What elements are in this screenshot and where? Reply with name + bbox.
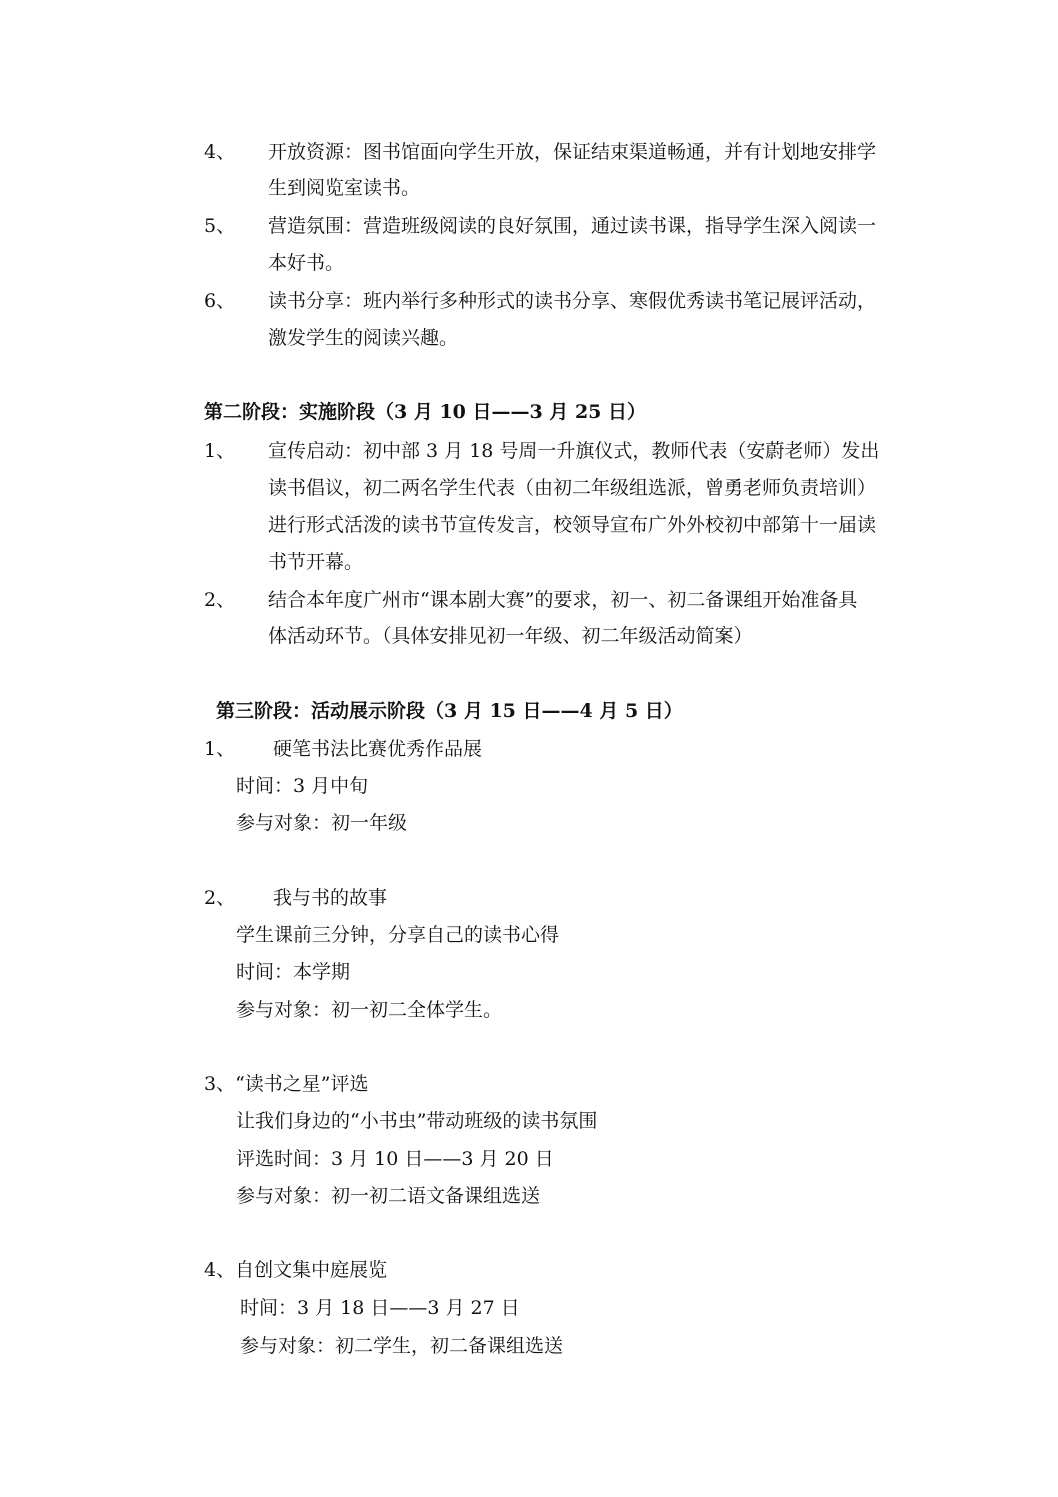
stage-3-heading: 第三阶段：活动展示阶段（3 月 15 日——4 月 5 日） xyxy=(216,700,683,722)
activity-2-participants: 参与对象：初一初二全体学生。 xyxy=(236,999,503,1021)
activity-1-time: 时间：3 月中旬 xyxy=(236,775,369,797)
activity-3-participants: 参与对象：初一初二语文备课组选送 xyxy=(236,1185,541,1207)
item-5-line-1: 营造氛围：营造班级阅读的良好氛围，通过读书课，指导学生深入阅读一 xyxy=(268,215,877,237)
item-4-line-1: 开放资源：图书馆面向学生开放，保证结束渠道畅通，并有计划地安排学 xyxy=(268,141,877,163)
activity-3-title: 3、“读书之星”评选 xyxy=(204,1073,369,1095)
activity-3-description: 让我们身边的“小书虫”带动班级的读书氛围 xyxy=(236,1110,598,1132)
stage-2-item-2-line-2: 体活动环节。（具体安排见初一年级、初二年级活动简案） xyxy=(268,625,753,647)
stage-2-heading: 第二阶段：实施阶段（3 月 10 日——3 月 25 日） xyxy=(204,401,647,423)
stage-2-item-1-number: 1、 xyxy=(204,440,236,462)
activity-4-participants: 参与对象：初二学生，初二备课组选送 xyxy=(240,1335,564,1357)
stage-2-item-1-line-1: 宣传启动：初中部 3 月 18 号周一升旗仪式，教师代表（安蔚老师）发出 xyxy=(268,440,880,462)
item-5-line-2: 本好书。 xyxy=(268,252,345,274)
stage-2-item-1-line-4: 书节开幕。 xyxy=(268,551,364,573)
item-5-number: 5、 xyxy=(204,215,236,237)
item-6-line-1: 读书分享：班内举行多种形式的读书分享、寒假优秀读书笔记展评活动， xyxy=(268,290,877,312)
item-4-line-2: 生到阅览室读书。 xyxy=(268,177,421,199)
activity-4-time: 时间：3 月 18 日——3 月 27 日 xyxy=(240,1297,520,1319)
activity-2-title: 我与书的故事 xyxy=(273,887,388,909)
activity-1-participants: 参与对象：初一年级 xyxy=(236,812,408,834)
activity-1-title: 硬笔书法比赛优秀作品展 xyxy=(273,738,483,760)
activity-2-time: 时间：本学期 xyxy=(236,961,351,983)
stage-2-item-2-line-1: 结合本年度广州市“课本剧大赛”的要求，初一、初二备课组开始准备具 xyxy=(268,589,858,611)
stage-2-item-1-line-3: 进行形式活泼的读书节宣传发言，校领导宣布广外外校初中部第十一届读 xyxy=(268,514,877,536)
activity-3-time: 评选时间：3 月 10 日——3 月 20 日 xyxy=(236,1148,554,1170)
activity-4-title: 4、自创文集中庭展览 xyxy=(204,1259,388,1281)
item-6-line-2: 激发学生的阅读兴趣。 xyxy=(268,327,459,349)
activity-2-description: 学生课前三分钟，分享自己的读书心得 xyxy=(236,924,560,946)
item-6-number: 6、 xyxy=(204,290,236,312)
activity-2-number: 2、 xyxy=(204,887,236,909)
activity-1-number: 1、 xyxy=(204,738,236,760)
stage-2-item-2-number: 2、 xyxy=(204,589,236,611)
stage-2-item-1-line-2: 读书倡议，初二两名学生代表（由初二年级组选派，曾勇老师负责培训） xyxy=(268,477,877,499)
item-4-number: 4、 xyxy=(204,141,236,163)
